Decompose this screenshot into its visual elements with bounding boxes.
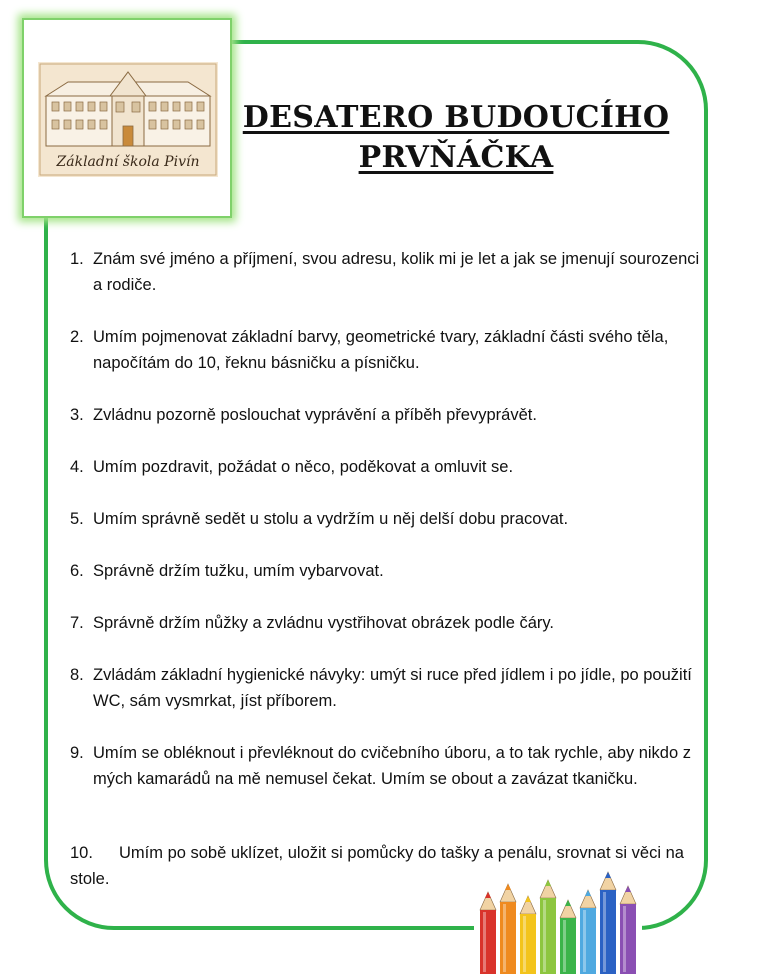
- item-number: 10.: [70, 844, 93, 862]
- item-text: Umím po sobě uklízet, uložit si pomůcky do tašky a penálu, srovnat si věci na stole.: [70, 844, 684, 888]
- list-item: [70, 506, 700, 532]
- item-text: Zvládnu pozorně poslouchat vyprávění a příběh převyprávět.: [93, 406, 537, 424]
- pencil: [580, 890, 596, 974]
- pencil: [620, 886, 636, 974]
- title-line-2: PRVŇÁČKA: [358, 140, 554, 175]
- list-item: [70, 610, 700, 636]
- school-logo: [22, 18, 232, 218]
- list-item: [70, 324, 700, 376]
- logo-caption: Základní škola Pivín: [56, 154, 200, 170]
- list-item: [70, 246, 700, 298]
- item-text: Správně držím nůžky a zvládnu vystřihovat obrázek podle čáry.: [93, 614, 554, 632]
- item-number: 2.: [70, 328, 84, 346]
- item-text: Umím pojmenovat základní barvy, geometrické tvary, základní části svého těla, napočítám do 10, řeknu básničku a písničku.: [93, 328, 669, 372]
- colored-pencils-icon: [474, 866, 642, 974]
- item-text: Umím se obléknout i převléknout do cvičebního úboru, a to tak rychle, aby nikdo z mých kamarádů na mě nemusel čekat. Umím se obout a zavázat tkaničku.: [93, 744, 691, 788]
- title-line-1: DESATERO BUDOUCÍHO: [242, 100, 670, 135]
- item-number: 1.: [70, 250, 84, 268]
- item-text: Správně držím tužku, umím vybarvovat.: [93, 562, 384, 580]
- item-number: 8.: [70, 666, 84, 684]
- pencil: [540, 880, 556, 974]
- list-item: [70, 402, 700, 428]
- school-building-icon: [38, 62, 218, 177]
- item-text: Umím správně sedět u stolu a vydržím u něj delší dobu pracovat.: [93, 510, 569, 528]
- pencil: [480, 892, 496, 974]
- item-number: 4.: [70, 458, 84, 476]
- item-text: Zvládám základní hygienické návyky: umýt si ruce před jídlem i po jídle, po použití WC, sám vysmrkat, jíst příborem.: [93, 666, 692, 710]
- item-number: 3.: [70, 406, 84, 424]
- pencil: [500, 884, 516, 974]
- list-item: [70, 558, 700, 584]
- item-number: 6.: [70, 562, 84, 580]
- item-text: Umím pozdravit, požádat o něco, poděkovat a omluvit se.: [93, 458, 514, 476]
- list-item: [70, 740, 700, 792]
- pencil: [600, 872, 616, 974]
- list-item: [70, 454, 700, 480]
- item-text: Znám své jméno a příjmení, svou adresu, kolik mi je let a jak se jmenují sourozenci a rodiče.: [93, 250, 700, 294]
- item-number: 7.: [70, 614, 84, 632]
- item-number: 5.: [70, 510, 84, 528]
- list-item: [70, 662, 700, 714]
- item-number: 9.: [70, 744, 84, 762]
- page-title: [236, 98, 676, 178]
